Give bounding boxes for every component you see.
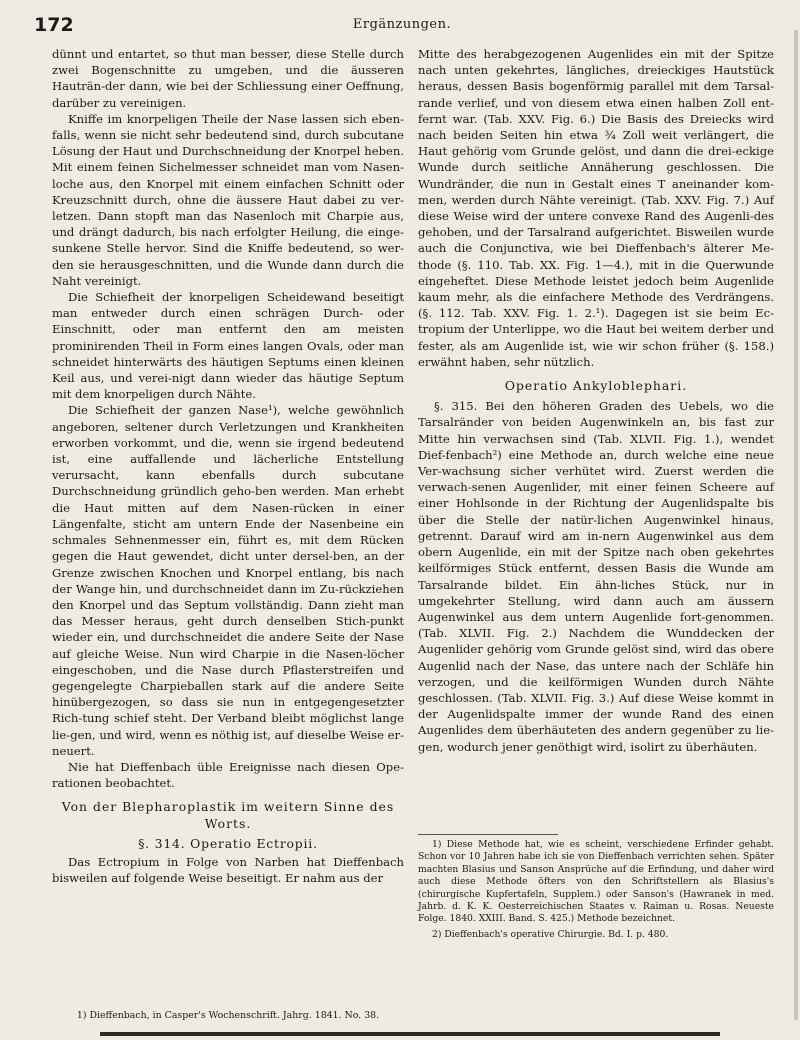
page-edge-shadow [794,30,798,1020]
section-title: Operatio Ankyloblephari. [504,378,688,394]
page-header [32,14,772,36]
section-title: Von der Blepharoplastik im weitern Sinne des Worts. [61,799,395,831]
footnote-rule [418,834,558,835]
paragraph: §. 315. Bei den höheren Graden des Uebels, wo die Tarsalränder von beiden Augenwinkeln an, bis fast zur Mitte hin verwachsen sind (Tab. XLVII. Fig. 1.), wendet Dief-fenbach²) eine Methode an, durch welche eine neue Ver-wachsung sicher verhütet wird. Zuerst werden die verwach-senen Augenlider, mit einer feinen Scheere auf einer Hohlsonde in der Richtung der Augenlidspalte bis über die Stelle der natür-lichen Augenwinkel hinaus, getrennt. Darauf wird am in-nern Augenwinkel aus dem obern Augenlide, ein mit der Spitze nach oben gekehrtes keilförmiges Stück entfernt, dessen Basis die Wunde am Tarsalrande bildet. Ein ähn-liches Stück, nur in umgekehrter Stellung, wird dann auch am äussern Augenwinkel aus dem untern Augenlide fort-genommen. (Tab. XLVII. Fig. 2.) Nachdem die Wunddecken der Augenlider gehörig vom Grunde gelöst sind, wird das obere Augenlid nach der Nase, das untere nach der Schläfe hin verzogen, und die keilförmigen Wunden durch Nähte geschlossen. (Tab. XLVII. Fig. 3.) Auf diese Weise kommt in der Augenlidspalte immer der wunde Rand des einen Augenlides dem überhäuteten des andern gegenüber zu lie-gen, wodurch jener genöthigt wird, isolirt zu überhäuten. [418,399,774,754]
running-head: Ergänzungen. [352,17,452,32]
paragraph: Das Ectropium in Folge von Narben hat Dieffenbach bisweilen auf folgende Weise beseitigt. Er nahm aus der [52,854,404,886]
bottom-scan-bar [100,1032,720,1036]
page-number: 172 [34,14,74,36]
paragraph: dünnt und entartet, so thut man besser, diese Stelle durch zwei Bogenschnitte zu umgeben, und die äusseren Hauträn-der dann, wie bei der Schliessung einer Oeffnung, darüber zu vereinigen. [52,47,404,110]
paragraph: Die Schiefheit der ganzen Nase¹), welche gewöhnlich angeboren, seltener durch Verletzungen und Krankheiten erworben vorkommt, und die, wenn sie irgend bedeutend ist, eine auffallende und lächerliche Entstellung verursacht, kann ebenfalls durch subcutane Durchschneidung gründlich geho-ben werden. Man erhebt die Haut mitten auf dem Nasen-rücken in einer Längenfalte, sticht am untern Ende der Nasenbeine ein schmales Sehnenmesser ein, führt es, mit dem Rücken gegen die Haut gewendet, dicht unter dersel-ben, an der Grenze zwischen Knochen und Knorpel entlang, bis nach der Wange hin, und durchschneidet dann im Zu-rückziehen den Knorpel und das Septum vollständig. Dann zieht man das Messer heraus, geht durch denselben Stich-punkt wieder ein, und durchschneidet die andere Seite der Nase auf gleiche Weise. Nun wird Charpie in die Nasen-löcher eingeschoben, und die Nase durch Pflasterstreifen und gegengelegte Charpieballen stark auf die andere Seite hinübergezogen, so dass sie nun in entgegengesetzter Rich-tung schief steht. Der Verband bleibt möglichst lange lie-gen, und wird, wenn es nöthig ist, auf dieselbe Weise er-neuert. [52,403,404,758]
footnote: 1) Diese Methode hat, wie es scheint, verschiedene Erfinder gehabt. Schon vor 10 Jahren habe ich sie von Dieffenbach verrichten sehen. Später machten Blasius und Sanson Ansprüche auf die Erfindung, und daher wird auch diese Methode öfters von den Schriftstellern als Blasius's (chirurgische Kupfertafeln, Supplem.) oder Sanson's (Hawranek in med. Jahrb. d. K. K. Oesterreichischen Staates v. Raiman u. Rosas. Neueste Folge. 1840. XXIII. Band. S. 425.) Methode bezeichnet. [418,839,774,925]
footnotes [418,828,774,944]
right-column [418,46,774,755]
paragraph: Die Schiefheit der knorpeligen Scheidewand beseitigt man entweder durch einen schrägen Durch- oder Einschnitt, oder man entfernt den am meisten prominirenden Theil in Form eines langen Ovals, oder man schneidet hinterwärts des häutigen Septums einen kleinen Keil aus, und verei-nigt dann wieder das häutige Septum mit dem knorpeligen durch Nähte. [52,290,404,402]
paragraph: Nie hat Dieffenbach üble Ereignisse nach diesen Ope-rationen beobachtet. [52,759,404,791]
subsection-title: §. 314. Operatio Ectropii. [138,835,318,851]
left-column [52,46,404,886]
footnote: 2) Dieffenbach's operative Chirurgie. Bd. I. p. 480. [432,928,669,940]
paragraph: Kniffe im knorpeligen Theile der Nase lassen sich eben-falls, wenn sie nicht sehr bedeutend sind, durch subcutane Lösung der Haut und Durchschneidung der Knorpel heben. Mit einem feinen Sichelmesser schneidet man vom Nasen-loche aus, den Knorpel mit einem einfachen Schnitt oder Kreuzschnitt durch, ohne die äussere Haut dabei zu ver-letzen. Dann stopft man das Nasenloch mit Charpie aus, und drängt dadurch, bis nach erfolgter Heilung, die einge-sunkene Stelle hervor. Sind die Kniffe bedeutend, so wer-den sie herausgeschnitten, und die Wunde dann durch die Naht vereinigt. [52,111,404,288]
footnote: 1) Dieffenbach, in Casper's Wochenschrift. Jahrg. 1841. No. 38. [76,1010,380,1021]
paragraph: Mitte des herabgezogenen Augenlides ein mit der Spitze nach unten gekehrtes, längliches, dreieckiges Hautstück heraus, dessen Basis bogenförmig parallel mit dem Tarsal-rande verlief, und von diesem etwa einen halben Zoll ent-fernt war. (Tab. XXV. Fig. 6.) Die Basis des Dreiecks wird nach beiden Seiten hin etwa ¾ Zoll weit verlängert, die Haut gehörig vom Grunde gelöst, und dann die drei-eckige Wunde durch seitliche Annäherung geschlossen. Die Wundränder, die nun in Gestalt eines T aneinander kom-men, werden durch Nähte vereinigt. (Tab. XXV. Fig. 7.) Auf diese Weise wird der untere convexe Rand des Augenli-des gehoben, und der Tarsalrand aufgerichtet. Bisweilen wurde auch die Conjunctiva, wie bei Dieffenbach's älterer Me-thode (§. 110. Tab. XX. Fig. 1—4.), mit in die Querwunde eingeheftet. Diese Methode leistet jedoch beim Augenlide kaum mehr, als die einfachere Methode des Verdrängens. (§. 112. Tab. XXV. Fig. 1. 2.¹). Dagegen ist sie beim Ec-tropium der Unterlippe, wo die Haut bei weitem derber und fester, als am Augenlide ist, wie wir schon früher (§. 158.) erwähnt haben, sehr nützlich. [418,47,774,369]
